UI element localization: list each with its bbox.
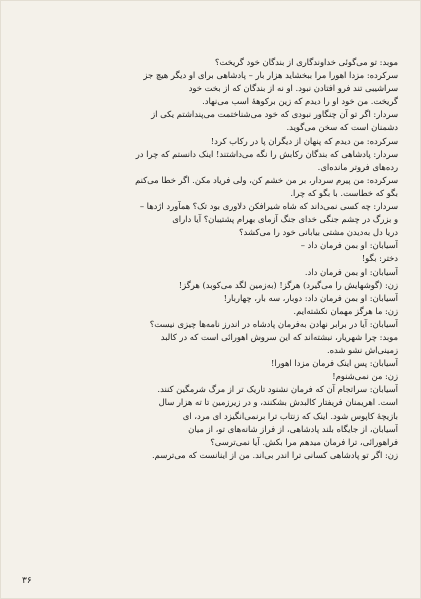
text-line: موبد: تو می‌گوئی خداوندگاری از بندگان خود گریخت؟ bbox=[214, 57, 398, 67]
text-line: آسیابان: پس اینک فرمان مزدا اهورا! bbox=[270, 358, 398, 369]
text-line: سرکرده: مزدا اهورا مرا ببخشاید هزار بار – پادشاهی برای او دیگر هیچ جز bbox=[143, 70, 398, 81]
text-line: سراشیبی تند فرو افتادن نبود. او نه از بندگان که از بخت خود bbox=[188, 83, 398, 94]
text-line: زن: (گوشهایش را می‌گیرد) هرگز! (به‌زمین لگد می‌کوبد) هرگز! bbox=[178, 279, 398, 290]
text-line: فراهورائی، ترا فرمان میدهم مرا بکش. آیا نمی‌ترسی؟ bbox=[210, 436, 398, 447]
text-line: زن: ما هرگز مهمان نکشته‌ایم. bbox=[293, 305, 398, 316]
text-line: آسیابان، از جایگاه بلند پادشاهی، از فراز شانه‌های تو، از میان bbox=[188, 423, 398, 434]
text-line: زن: من نمی‌شنوم! bbox=[332, 371, 398, 382]
text-line: زن: اگر تو پادشاهی کسانی ترا اندر بی‌اند. من از اینانست که می‌ترسم. bbox=[151, 449, 398, 460]
text-line: رده‌های فروتر مانده‌ای. bbox=[317, 161, 398, 172]
page-text bbox=[28, 56, 398, 462]
text-line: زمینی‌اش نشو شده. bbox=[326, 345, 398, 356]
text-line: دریا دل به‌دیدن مشتی بیابانی خود را می‌کشد؟ bbox=[239, 227, 398, 238]
text-line: سردار: اگر تو آن چنگاور نبودی که خود می‌شناختمت می‌پنداشتم یکی از bbox=[151, 109, 398, 120]
text-line: گریخت. من خود او را دیدم که زین برکوههٔ اسب می‌نهاد. bbox=[202, 96, 398, 107]
text-line: آسیابان: سراتجام آن که فرمان نشنود تاریک تر از مرگ شرمگین کنند. bbox=[157, 384, 398, 395]
text-line: سرکرده: من دیدم که پنهان از دیگران پا در رکاب کرد! bbox=[210, 135, 398, 146]
text-line: دشمنان است که سخن می‌گوید. bbox=[286, 122, 398, 133]
text-line: آسیابان: او بمن فرمان داد: دوبار، سه بار، چهاربار! bbox=[223, 292, 398, 303]
text-line: بگو که خطاست. با بگو که چرا. bbox=[290, 187, 398, 198]
text-line: سرکرده: من پیرم سردار، بر من خشم کن، ولی فریاد مکن. اگر خطا می‌کنم bbox=[135, 174, 398, 185]
text-line: آسیابان: آیا در برابر نهادن به‌فرمان پادشاه در اندرز نامه‌ها چیزی نیست؟ bbox=[149, 318, 398, 329]
text-line: و بزرگ در چشم جنگی خدای جنگ آزمای بهرام پشتیبان؟ آیا دارای bbox=[172, 214, 398, 225]
text-line: موبد: چرا شهریار، نبشته‌اند که این سروش اهورائی است که در کالبد bbox=[160, 331, 398, 342]
text-line: سردار: چه کسی نمی‌داند که شاه شیرافکن دلاوری بود تک؟ همآورد اژدها – bbox=[139, 201, 398, 212]
text-line: سردار: پادشاهی که بندگان رکابش را نگه می‌داشتند! اینک دانستم که چرا در bbox=[135, 148, 398, 159]
text-line: آسیابان: او بمن فرمان داد – bbox=[300, 240, 398, 251]
text-line: آسیابان: او بمن فرمان داد. bbox=[304, 266, 398, 277]
text-line: است. اهریمنان فریفتار کالبدش بشکنند، و در زیرزمین تا ته هزار سال bbox=[158, 397, 398, 408]
text-line: دختر: بگو! bbox=[361, 253, 398, 264]
text-line: بازیچهٔ کاپوس شود. اینک که زنتاب ترا برنمی‌انگیزد ای مرد، ای bbox=[182, 410, 398, 421]
page-number: ۳۶ bbox=[22, 576, 32, 586]
